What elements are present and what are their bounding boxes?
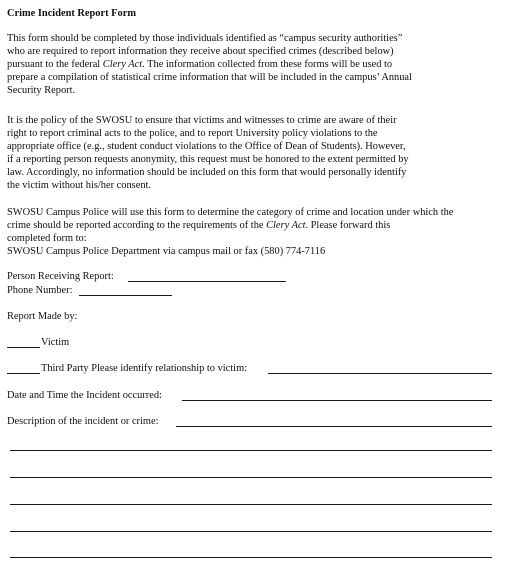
description-line[interactable] xyxy=(10,477,492,478)
date-time-label: Date and Time the Incident occurred: xyxy=(7,390,162,401)
victim-blank[interactable] xyxy=(7,336,40,348)
policy-line-5: law. Accordingly, no information should be included on this form that would personally identify xyxy=(7,167,407,178)
description-line[interactable] xyxy=(10,531,492,532)
description-field[interactable] xyxy=(176,415,492,427)
policy-line-6: the victim without his/her consent. xyxy=(7,180,152,191)
police-line-1: SWOSU Campus Police will use this form to determine the category of crime and location under which the xyxy=(7,207,454,218)
policy-line-1: It is the policy of the SWOSU to ensure that victims and witnesses to crime are aware of their xyxy=(7,115,397,126)
policy-paragraph xyxy=(7,114,409,192)
form-title: Crime Incident Report Form xyxy=(7,8,136,19)
description-line[interactable] xyxy=(10,450,492,451)
date-time-field[interactable] xyxy=(182,389,492,401)
phone-label: Phone Number: xyxy=(7,285,73,296)
person-receiving-label: Person Receiving Report: xyxy=(7,271,114,282)
third-party-blank[interactable] xyxy=(7,362,40,374)
police-line-3: completed form to: xyxy=(7,233,87,244)
person-receiving-field[interactable] xyxy=(128,270,286,282)
intro-line-5: Security Report. xyxy=(7,85,76,96)
description-line[interactable] xyxy=(10,504,492,505)
intro-paragraph xyxy=(7,32,412,97)
police-paragraph xyxy=(7,206,453,258)
policy-line-4: if a reporting person requests anonymity, this request must be honored to the extent permitted by xyxy=(7,154,409,165)
intro-line-1: This form should be completed by those individuals identified as “campus security authorities” xyxy=(7,33,403,44)
policy-line-3: appropriate office (e.g., student conduct violations to the Office of Dean of Students). However, xyxy=(7,141,406,152)
description-line[interactable] xyxy=(10,557,492,558)
policy-line-2: right to report criminal acts to the police, and to report University policy violations to the xyxy=(7,128,378,139)
intro-line-3: pursuant to the federal Clery Act. The information collected from these forms will be used to xyxy=(7,59,393,70)
phone-field[interactable] xyxy=(79,284,172,296)
police-line-2: crime should be reported according to the requirements of the Clery Act. Please forward this xyxy=(7,220,391,231)
victim-label: Victim xyxy=(41,337,70,348)
intro-line-4: prepare a compilation of statistical crime information that will be included in the campus’ Annual xyxy=(7,72,412,83)
report-made-by-label: Report Made by: xyxy=(7,311,78,322)
clery-act-italic: Clery Act xyxy=(266,220,306,231)
third-party-label: Third Party Please identify relationship to victim: xyxy=(41,363,248,374)
intro-line-2: who are required to report information they receive about specified crimes (described below) xyxy=(7,46,394,57)
description-label: Description of the incident or crime: xyxy=(7,416,159,427)
police-line-4: SWOSU Campus Police Department via campus mail or fax (580) 774-7116 xyxy=(7,246,326,257)
clery-act-italic: Clery Act xyxy=(102,59,143,70)
relationship-field[interactable] xyxy=(268,362,492,374)
